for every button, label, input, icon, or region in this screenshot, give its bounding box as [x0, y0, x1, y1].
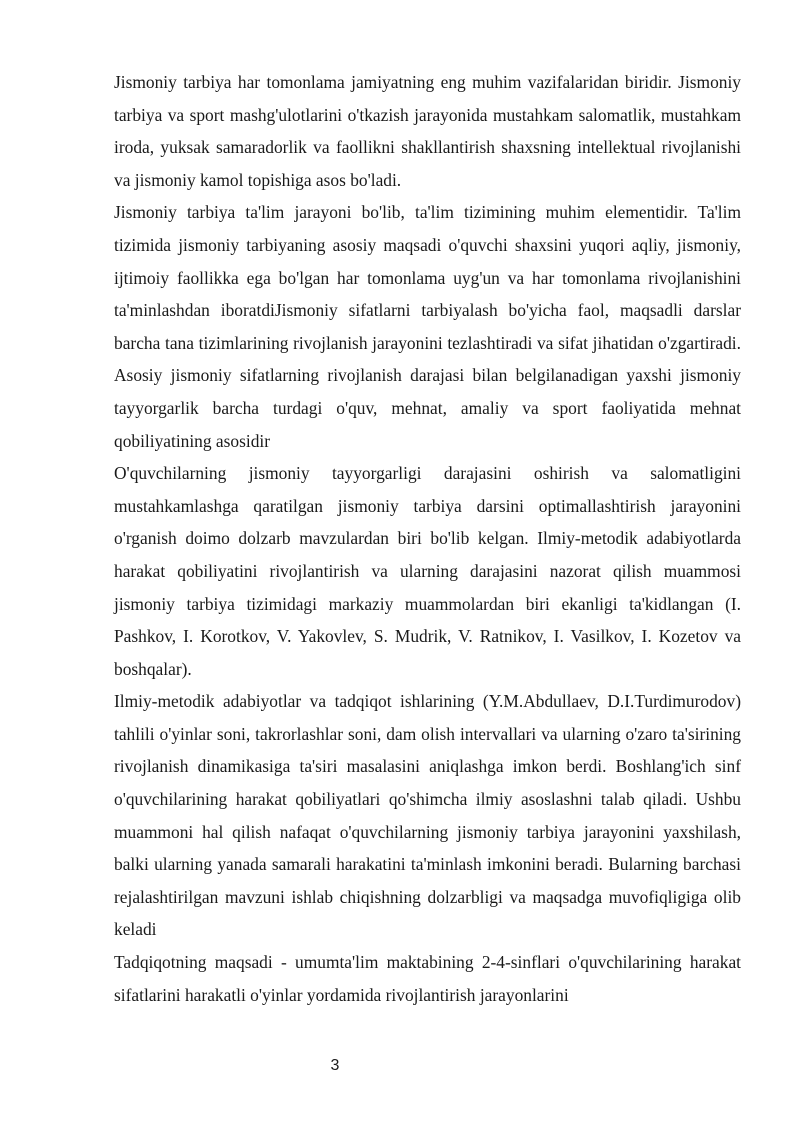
paragraph-2: Jismoniy tarbiya ta'lim jarayoni bo'lib, ta'lim tizimining muhim elementidir. Ta'lim tizimida jismoniy tarbiyaning asosiy maqsadi o'quvchi shaxsini yuqori aqliy, jismoniy, ijtimoiy faollikka ega bo'lgan har tomonlama uyg'un va har tomonlama rivojlanishini ta'minlashdan iboratdiJismoniy sifatlarni tarbiyalash bo'yicha faol, maqsadli darslar barcha tana tizimlarining rivojlanish jarayonini tezlashtiradi va sifat jihatidan o'zgartiradi. Asosiy jismoniy sifatlarning rivojlanish darajasi bilan belgilanadigan yaxshi jismoniy tayyorgarlik barcha turdagi o'quv, mehnat, amaliy va sport faoliyatida mehnat qobiliyatining asosidir: [114, 202, 741, 451]
body-text: [114, 66, 741, 1011]
paragraph-3: O'quvchilarning jismoniy tayyorgarligi darajasini oshirish va salomatligini mustahkamlashga qaratilgan jismoniy tarbiya darsini optimallashtirish jarayonini o'rganish doimo dolzarb mavzulardan biri bo'lib kelgan. Ilmiy-metodik adabiyotlarda harakat qobiliyatini rivojlantirish va ularning darajasini nazorat qilish muammosi jismoniy tarbiya tizimidagi markaziy muammolardan biri ekanligi ta'kidlangan (I. Pashkov, I. Korotkov, V. Yakovlev, S. Mudrik, V. Ratnikov, I. Vasilkov, I. Kozetov va boshqalar).: [114, 463, 741, 679]
paragraph-5: Tadqiqotning maqsadi - umumta'lim maktabining 2-4-sinflari o'quvchilarining harakat sifatlarini harakatli o'yinlar yordamida rivojlantirish jarayonlarini: [114, 952, 741, 1005]
paragraph-4: Ilmiy-metodik adabiyotlar va tadqiqot ishlarining (Y.M.Abdullaev, D.I.Turdimurodov) tahlili o'yinlar soni, takrorlashlar soni, dam olish intervallari va ularning o'zaro ta'sirining rivojlanish dinamikasiga ta'siri masalasini aniqlashga imkon berdi. Boshlang'ich sinf o'quvchilarining harakat qobiliyatlari qo'shimcha ilmiy asoslashni talab qiladi. Ushbu muammoni hal qilish nafaqat o'quvchilarning jismoniy tarbiya jarayonini yaxshilash, balki ularning yanada samarali harakatini ta'minlash imkonini beradi. Bularning barchasi rejalashtirilgan mavzuni ishlab chiqishning dolzarbligi va maqsadga muvofiqligiga olib keladi: [114, 691, 741, 940]
paragraph-1: Jismoniy tarbiya har tomonlama jamiyatning eng muhim vazifalaridan biridir. Jismoniy tarbiya va sport mashg'ulotlarini o'tkazish jarayonida mustahkam salomatlik, mustahkam iroda, yuksak samaradorlik va faollikni shakllantirish shaxsning intellektual rivojlanishi va jismoniy kamol topishiga asos bo'ladi.: [114, 72, 741, 190]
page-number: 3: [330, 1057, 340, 1074]
